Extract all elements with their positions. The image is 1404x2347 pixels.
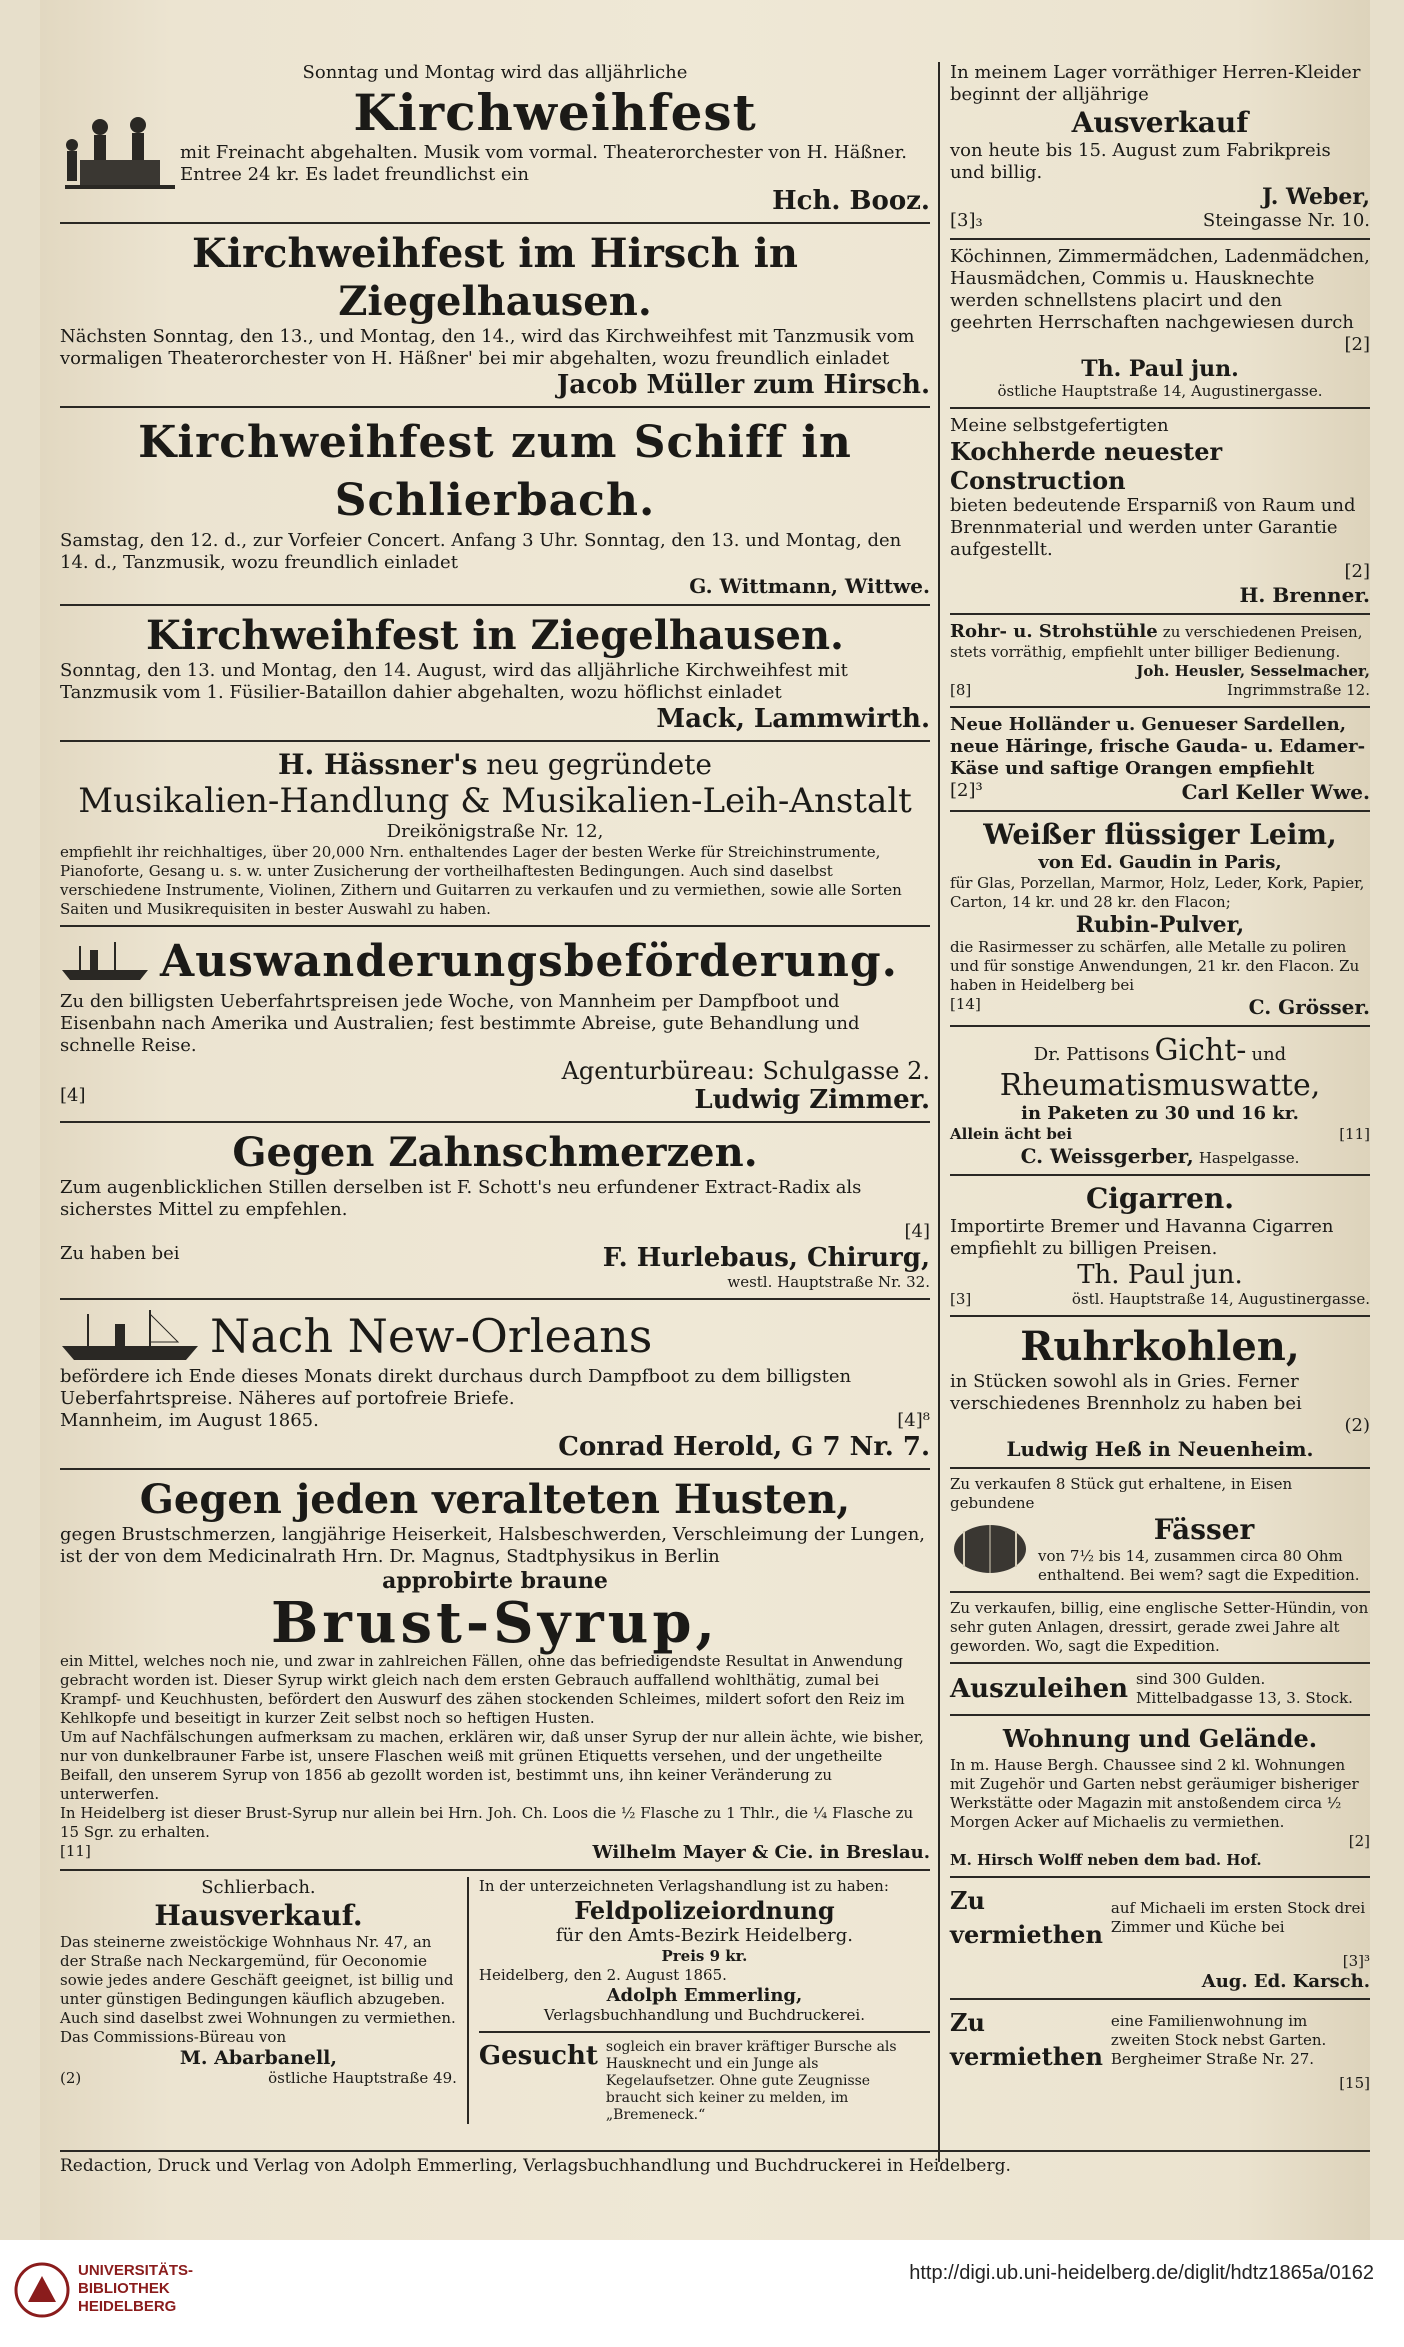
- ad-kirchweihfest-ziegelhausen: [60, 612, 930, 734]
- ad-ref: [11]: [1339, 1125, 1370, 1143]
- ad-title: Rohr- u. Strohstühle: [950, 621, 1158, 642]
- ad-signature: M. Abarbanell,: [179, 2047, 338, 2069]
- ad-signature: Adolph Emmerling,: [606, 1985, 803, 2006]
- divider: [950, 1467, 1370, 1469]
- ad-title: Feldpolizeiordnung: [574, 1896, 835, 1925]
- ad-body: Das steinerne zweistöckige Wohnhaus Nr. 47, an der Straße nach Neckargemünd, für Oeconomie sowie jedes andere Geschäft geeignet, ist billig und unter günstigen Bedingungen käuflich abzugeben. Auch sind daselbst zwei Wohnungen zu vermiethen. Das Commissions-Büreau von: [60, 1933, 456, 2046]
- library-name-line-1: UNIVERSITÄTS-: [78, 2262, 194, 2279]
- ad-title: Cigarren.: [1085, 1182, 1235, 1215]
- ad-address: östliche Hauptstraße 14, Augustinergasse.: [997, 382, 1323, 400]
- ad-title: Zu vermiethen: [950, 2008, 1103, 2071]
- ad-signature: C. Weissgerber,: [1020, 1144, 1194, 1168]
- ad-ref: [4]: [904, 1221, 930, 1242]
- ad-ref: [3]₃: [950, 210, 983, 231]
- divider: [950, 407, 1370, 409]
- ad-ref: [14]: [950, 995, 981, 1013]
- ad-title: Gegen Zahnschmerzen.: [232, 1129, 758, 1176]
- ad-signature: F. Hurlebaus, Chirurg,: [602, 1243, 930, 1273]
- ad-body: von 7½ bis 14, zusammen circa 80 Ohm enthaltend. Bei wem? sagt die Expedition.: [1038, 1547, 1360, 1584]
- ad-and: und: [1251, 1044, 1287, 1065]
- ad-ref: [4]⁸: [897, 1410, 930, 1431]
- ad-body: befördere ich Ende dieses Monats direkt durchaus durch Dampfboot zu dem billigsten Ueberfahrtspreise. Näheres auf portofreie Briefe.: [60, 1366, 852, 1409]
- ad-signature: Aug. Ed. Karsch.: [1201, 1971, 1370, 1992]
- library-bar: [0, 2240, 1404, 2347]
- ad-ref: [3]: [950, 1290, 972, 1308]
- ad-place: Schlierbach.: [201, 1877, 316, 1898]
- divider: [950, 238, 1370, 240]
- ad-kirchweihfest-booz: [60, 62, 930, 216]
- ad-address: Steingasse Nr. 10.: [1202, 210, 1370, 231]
- agency-address: Agenturbüreau: Schulgasse 2.: [561, 1057, 930, 1085]
- ad-setter: [950, 1599, 1370, 1656]
- ad-title: Kirchweihfest in Ziegelhausen.: [146, 612, 844, 659]
- ad-intro: Meine selbstgefertigten: [950, 415, 1169, 436]
- ad-signature: Hch. Booz.: [772, 186, 930, 216]
- divider: [60, 406, 930, 408]
- ad-address: Ingrimmstraße 12.: [1227, 681, 1370, 699]
- ad-body: Köchinnen, Zimmermädchen, Ladenmädchen, Hausmädchen, Commis u. Hausknechte werden schnellstens placirt und den geehrten Herrschaften nachgewiesen durch: [950, 246, 1370, 333]
- ad-body: zu verschiedenen Preisen, stets vorräthig, empfiehlt unter billiger Bedienung.: [950, 623, 1363, 661]
- divider: [950, 1662, 1370, 1664]
- ad-only: Allein ächt bei: [950, 1125, 1073, 1143]
- ad-body: Zu den billigsten Ueberfahrtspreisen jede Woche, von Mannheim per Dampfboot und Eisenbahn nach Amerika und Australien; fest bestimmte Abreise, gute Behandlung und schnelle Reise.: [60, 991, 860, 1056]
- bottom-row: [60, 1877, 930, 2124]
- ad-body: Zum augenblicklichen Stillen derselben ist F. Schott's neu erfundener Extract-Radix als sicherstes Mittel zu empfehlen.: [60, 1177, 862, 1220]
- ad-zahnschmerzen: [60, 1129, 930, 1292]
- divider: [60, 925, 930, 927]
- divider: [60, 740, 930, 742]
- ad-ref: (2): [1344, 1415, 1370, 1436]
- ad-address: Dreikönigstraße Nr. 12,: [386, 821, 604, 842]
- ad-ref: [2]: [1348, 1832, 1370, 1850]
- ad-title: Ruhrkohlen,: [1020, 1323, 1300, 1370]
- bottom-right-stack: [469, 1877, 930, 2124]
- ad-signature: Th. Paul jun.: [1081, 356, 1239, 382]
- ad-availability: Zu haben bei: [60, 1243, 180, 1264]
- ad-auswanderung: [60, 933, 930, 1115]
- ad-address: östliche Hauptstraße 49.: [268, 2069, 457, 2087]
- ad-date: Heidelberg, den 2. August 1865.: [478, 1966, 727, 1984]
- ad-gichtwatte: [950, 1033, 1370, 1168]
- ad-body: für Glas, Porzellan, Marmor, Holz, Leder, Kork, Papier, Carton, 14 kr. und 28 kr. den Flacon;: [950, 874, 1365, 911]
- ad-title: Wohnung und Gelände.: [1002, 1724, 1318, 1753]
- ad-body: In m. Hause Bergh. Chaussee sind 2 kl. Wohnungen mit Zugehör und Garten nebst geräumiger bisheriger Werkstätte oder Magazin mit anstoßendem circa ½ Morgen Acker auf Michaelis zu vermiethen.: [950, 1756, 1359, 1831]
- ad-ruhrkohlen: [950, 1323, 1370, 1461]
- ad-new-orleans: [60, 1306, 930, 1462]
- steamship-icon: [60, 1306, 200, 1366]
- ad-faesser: [950, 1475, 1370, 1585]
- ad-paragraph-3: In Heidelberg ist dieser Brust-Syrup nur allein bei Hrn. Joh. Ch. Loos die ½ Flasche zu 1 Thlr., die ¼ Flasche zu 15 Sgr. zu erhalten.: [60, 1804, 914, 1841]
- barrel-icon: [950, 1519, 1030, 1579]
- ad-ref: [15]: [1339, 2074, 1370, 2092]
- ad-kirchweihfest-hirsch: [60, 230, 930, 400]
- ad-signature: Mack, Lammwirth.: [656, 704, 930, 734]
- ad-signature: C. Grösser.: [1248, 995, 1370, 1019]
- ad-ref: [3]³: [1342, 1952, 1370, 1970]
- ad-subtitle-2: Verlagsbuchhandlung und Buchdruckerei.: [543, 2006, 865, 2024]
- ad-signature: G. Wittmann, Wittwe.: [689, 574, 930, 598]
- ad-signature: M. Hirsch Wolff neben dem bad. Hof.: [950, 1851, 1262, 1869]
- source-url-link[interactable]: http://digi.ub.uni-heidelberg.de/diglit/hdtz1865a/0162: [909, 2262, 1374, 2284]
- ad-title: Weißer flüssiger Leim,: [983, 818, 1337, 851]
- library-name-line-2: BIBLIOTHEK: [78, 2280, 170, 2297]
- ad-body: Sonntag, den 13. und Montag, den 14. August, wird das alljährliche Kirchweihfest mit Tanzmusik vom 1. Füsilier-Bataillon dahier abgehalten, wozu höflichst einladet: [60, 660, 848, 703]
- right-column: [950, 62, 1370, 2093]
- divider: [60, 222, 930, 224]
- left-column: [60, 62, 930, 2124]
- ad-zu-vermiethen-1: [950, 1884, 1370, 1992]
- ad-title: Gesucht: [478, 2041, 598, 2071]
- ad-title: Gicht-: [1154, 1033, 1247, 1068]
- ad-intro: Sonntag und Montag wird das alljährliche: [302, 62, 688, 83]
- product-name: Brust-Syrup,: [270, 1590, 720, 1656]
- ad-body: mit Freinacht abgehalten. Musik vom vormal. Theaterorchester von H. Häßner. Entree 24 kr. Es ladet freundlichst ein: [180, 142, 907, 185]
- ad-body: sogleich ein braver kräftiger Bursche als Hausknecht und ein Junge als Kegelaufsetzer. Ohne gute Zeugnisse braucht sich keiner zu melden, im „Bremeneck.“: [605, 2039, 897, 2123]
- ad-brust-syrup: [60, 1476, 930, 1863]
- ad-approbation: approbirte braune: [382, 1568, 608, 1594]
- ad-signature: H. Brenner.: [1239, 583, 1370, 607]
- ad-ref: [2]: [1344, 561, 1370, 582]
- ad-paragraph-2: Um auf Nachfälschungen aufmerksam zu machen, erklären wir, daß unser Syrup der nur allein ächte, wie bisher, nur von dunkelbrauner Farbe ist, unsere Flaschen weiß mit grünen Etiquetts versehen, und der ungetheilte Beifall, den unserem Syrup von 1856 ab gezollt worden ist, bestimmt uns, ihn keiner Veränderung zu unterwerfen.: [60, 1728, 924, 1803]
- ad-cigarren: [950, 1182, 1370, 1309]
- ad-body: eine Familienwohnung im zweiten Stock nebst Garten. Bergheimer Straße Nr. 27.: [1110, 2011, 1327, 2068]
- ad-body: Nächsten Sonntag, den 13., und Montag, den 14., wird das Kirchweihfest mit Tanzmusik vom vormaligen Theaterorchester von H. Häßner' bei mir abgehalten, wozu freundlich einladet: [60, 326, 915, 369]
- ad-title: Nach New-Orleans: [210, 1309, 653, 1363]
- ad-title: Ausverkauf: [1071, 106, 1249, 139]
- ad-ref: [11]: [60, 1842, 91, 1860]
- ad-ref: [8]: [950, 681, 972, 699]
- ad-kochherde: [950, 415, 1370, 607]
- ad-hausverkauf: [60, 1877, 469, 2124]
- ad-signature: Jacob Müller zum Hirsch.: [556, 370, 930, 400]
- divider: [950, 706, 1370, 708]
- ad-ref: [2]: [1344, 334, 1370, 355]
- ad-signature: Conrad Herold, G 7 Nr. 7.: [558, 1432, 930, 1462]
- library-logo-icon: [14, 2262, 70, 2318]
- divider: [950, 1025, 1370, 1027]
- ad-body: Zu verkaufen, billig, eine englische Setter-Hündin, von sehr guten Anlagen, dressirt, gerade zwei Jahre alt geworden. Wo, sagt die Expedition.: [950, 1599, 1369, 1655]
- ad-title: Kirchweihfest im Hirsch in Ziegelhausen.: [192, 230, 798, 325]
- ad-body: auf Michaeli im ersten Stock drei Zimmer und Küche bei: [1110, 1899, 1366, 1936]
- ad-title: Gegen jeden veralteten Husten,: [139, 1476, 851, 1523]
- ad-body: von heute bis 15. August zum Fabrikpreis und billig.: [950, 140, 1331, 183]
- divider: [950, 1714, 1370, 1716]
- ad-place-date: Mannheim, im August 1865.: [60, 1410, 319, 1431]
- ad-feldpolizeiordnung: [479, 1877, 930, 2025]
- ad-body: empfiehlt ihr reichhaltiges, über 20,000 Nrn. enthaltendes Lager der besten Werke für Streichinstrumente, Pianoforte, Gesang u. s. w. unter Zusicherung der vortheilhaftesten Bedingungen. Auch sind daselbst verschiedene Instrumente, Violinen, Zithern und Guitarren zu verkaufen und zu vermiethen, sowie alle Sorten Saiten und Musikrequisiten in bester Auswahl zu haben.: [60, 843, 902, 918]
- steamship-icon: [60, 940, 150, 984]
- ad-body: Samstag, den 12. d., zur Vorfeier Concert. Anfang 3 Uhr. Sonntag, den 13. und Montag, den 14. d., Tanzmusik, wozu freundlich einladet: [60, 530, 902, 573]
- ad-price: Preis 9 kr.: [661, 1947, 748, 1965]
- ad-intro: In der unterzeichneten Verlagshandlung ist zu haben:: [478, 1877, 889, 1895]
- divider: [950, 1591, 1370, 1593]
- ad-price: in Paketen zu 30 und 16 kr.: [1021, 1103, 1299, 1124]
- ad-intro: gegen Brustschmerzen, langjährige Heiserkeit, Halsbeschwerden, Verschleimung der Lungen, ist der von dem Medicinalrath Hrn. Dr. Magnus, Stadtphysikus in Berlin: [60, 1524, 926, 1567]
- ad-title: Fässer: [1153, 1513, 1255, 1546]
- ad-paragraph-1: ein Mittel, welches noch nie, und zwar in zahlreichen Fällen, ohne das befriedigendste Resultat in Anwendung gebracht worden ist. Dieser Syrup wirkt gleich nach dem ersten Gebrauch auffallend wohlthätig, zumal bei Krampf- und Keuchhusten, befördert den Auswurf des zähen stockenden Schleimes, mildert sofort den Reiz im Kehlkopfe und beseitigt in kurzer Zeit selbst noch so heftigen Husten.: [60, 1652, 905, 1727]
- divider: [950, 613, 1370, 615]
- ad-signature: Ludwig Zimmer.: [694, 1085, 930, 1115]
- divider: [60, 1298, 930, 1300]
- ad-address: westl. Hauptstraße Nr. 32.: [727, 1273, 930, 1291]
- ad-body: Neue Holländer u. Genueser Sardellen, neue Häringe, frische Gauda- u. Edamer-Käse und saftige Orangen empfiehlt: [950, 714, 1366, 779]
- company-name: H. Hässner's: [278, 748, 478, 781]
- ad-ref: (2): [60, 2069, 82, 2087]
- company-subtitle: neu gegründete: [486, 748, 712, 781]
- divider: [950, 810, 1370, 812]
- ad-zu-vermiethen-2: [950, 2006, 1370, 2093]
- dancers-illustration: [60, 105, 180, 195]
- divider: [950, 1315, 1370, 1317]
- ad-gesucht: [479, 2039, 930, 2124]
- ad-leim: [950, 818, 1370, 1019]
- ad-pre: Dr. Pattisons: [1033, 1044, 1150, 1065]
- ad-title-2: Rubin-Pulver,: [1075, 912, 1245, 938]
- ad-signature: Ludwig Heß in Neuenheim.: [1006, 1437, 1314, 1461]
- divider: [60, 604, 930, 606]
- ad-signature: Carl Keller Wwe.: [1181, 780, 1370, 804]
- ad-title: Kirchweihfest: [353, 83, 757, 142]
- divider: [60, 1121, 930, 1123]
- ad-body-2: die Rasirmesser zu schärfen, alle Metalle zu poliren und für sonstige Anwendungen, 21 kr. den Flacon. Zu haben in Heidelberg bei: [950, 938, 1360, 994]
- ad-body: bieten bedeutende Ersparniß von Raum und Brennmaterial und werden unter Garantie aufgestellt.: [950, 495, 1356, 560]
- ad-maker: von Ed. Gaudin in Paris,: [1038, 852, 1282, 873]
- ad-signature: Wilhelm Mayer & Cie. in Breslau.: [592, 1842, 930, 1863]
- ad-ausverkauf-weber: [950, 62, 1370, 232]
- ad-title: Kochherde neuester Construction: [950, 437, 1223, 495]
- ad-ref: [4]: [60, 1085, 86, 1106]
- ad-musikalien: [60, 748, 930, 919]
- ad-intro: In meinem Lager vorräthiger Herren-Kleider beginnt der alljährige: [950, 62, 1361, 105]
- ad-ref: [2]³: [950, 780, 983, 801]
- ad-stellenvermittlung-paul: [950, 246, 1370, 401]
- library-name-line-3: HEIDELBERG: [78, 2298, 177, 2315]
- library-name: [78, 2262, 193, 2316]
- ad-signature: Joh. Heusler, Sesselmacher,: [1136, 662, 1370, 680]
- divider: [950, 1998, 1370, 2000]
- ad-subtitle: für den Amts-Bezirk Heidelberg.: [555, 1925, 853, 1946]
- publisher-footer: Redaction, Druck und Verlag von Adolph Emmerling, Verlagsbuchhandlung und Buchdruckerei in Heidelberg.: [60, 2150, 1370, 2176]
- divider: [950, 1174, 1370, 1176]
- ad-title-2: Rheumatismuswatte,: [999, 1068, 1321, 1103]
- ad-title: Hausverkauf.: [154, 1899, 363, 1932]
- ad-auszuleihen: [950, 1670, 1370, 1708]
- ad-body: Importirte Bremer und Havanna Cigarren empfiehlt zu billigen Preisen.: [950, 1216, 1334, 1259]
- ad-stuehle: [950, 621, 1370, 700]
- ad-address: östl. Hauptstraße 14, Augustinergasse.: [1071, 1290, 1370, 1308]
- ad-kirchweihfest-schiff: [60, 414, 930, 598]
- divider: [60, 1869, 930, 1871]
- ad-signature: J. Weber,: [1262, 184, 1370, 210]
- ad-address: Haspelgasse.: [1198, 1149, 1300, 1167]
- ad-body: in Stücken sowohl als in Gries. Ferner verschiedenes Brennholz zu haben bei: [950, 1371, 1302, 1414]
- divider: [60, 1468, 930, 1470]
- ad-title: Kirchweihfest zum Schiff in Schlierbach.: [138, 417, 852, 526]
- ad-signature: Th. Paul jun.: [1077, 1260, 1243, 1290]
- ad-title: Auswanderungsbeförderung.: [160, 936, 898, 987]
- ad-wohnung-gelaende: [950, 1722, 1370, 1870]
- ad-title: Zu vermiethen: [950, 1886, 1103, 1949]
- ad-sardellen: [950, 714, 1370, 804]
- column-divider: [938, 62, 940, 2162]
- ad-title: Musikalien-Handlung & Musikalien-Leih-Anstalt: [78, 781, 912, 821]
- divider: [950, 1876, 1370, 1878]
- ad-body: sind 300 Gulden. Mittelbadgasse 13, 3. Stock.: [1136, 1670, 1353, 1707]
- ad-title: Auszuleihen: [950, 1674, 1129, 1704]
- divider: [479, 2031, 930, 2033]
- ad-intro: Zu verkaufen 8 Stück gut erhaltene, in Eisen gebundene: [950, 1475, 1293, 1512]
